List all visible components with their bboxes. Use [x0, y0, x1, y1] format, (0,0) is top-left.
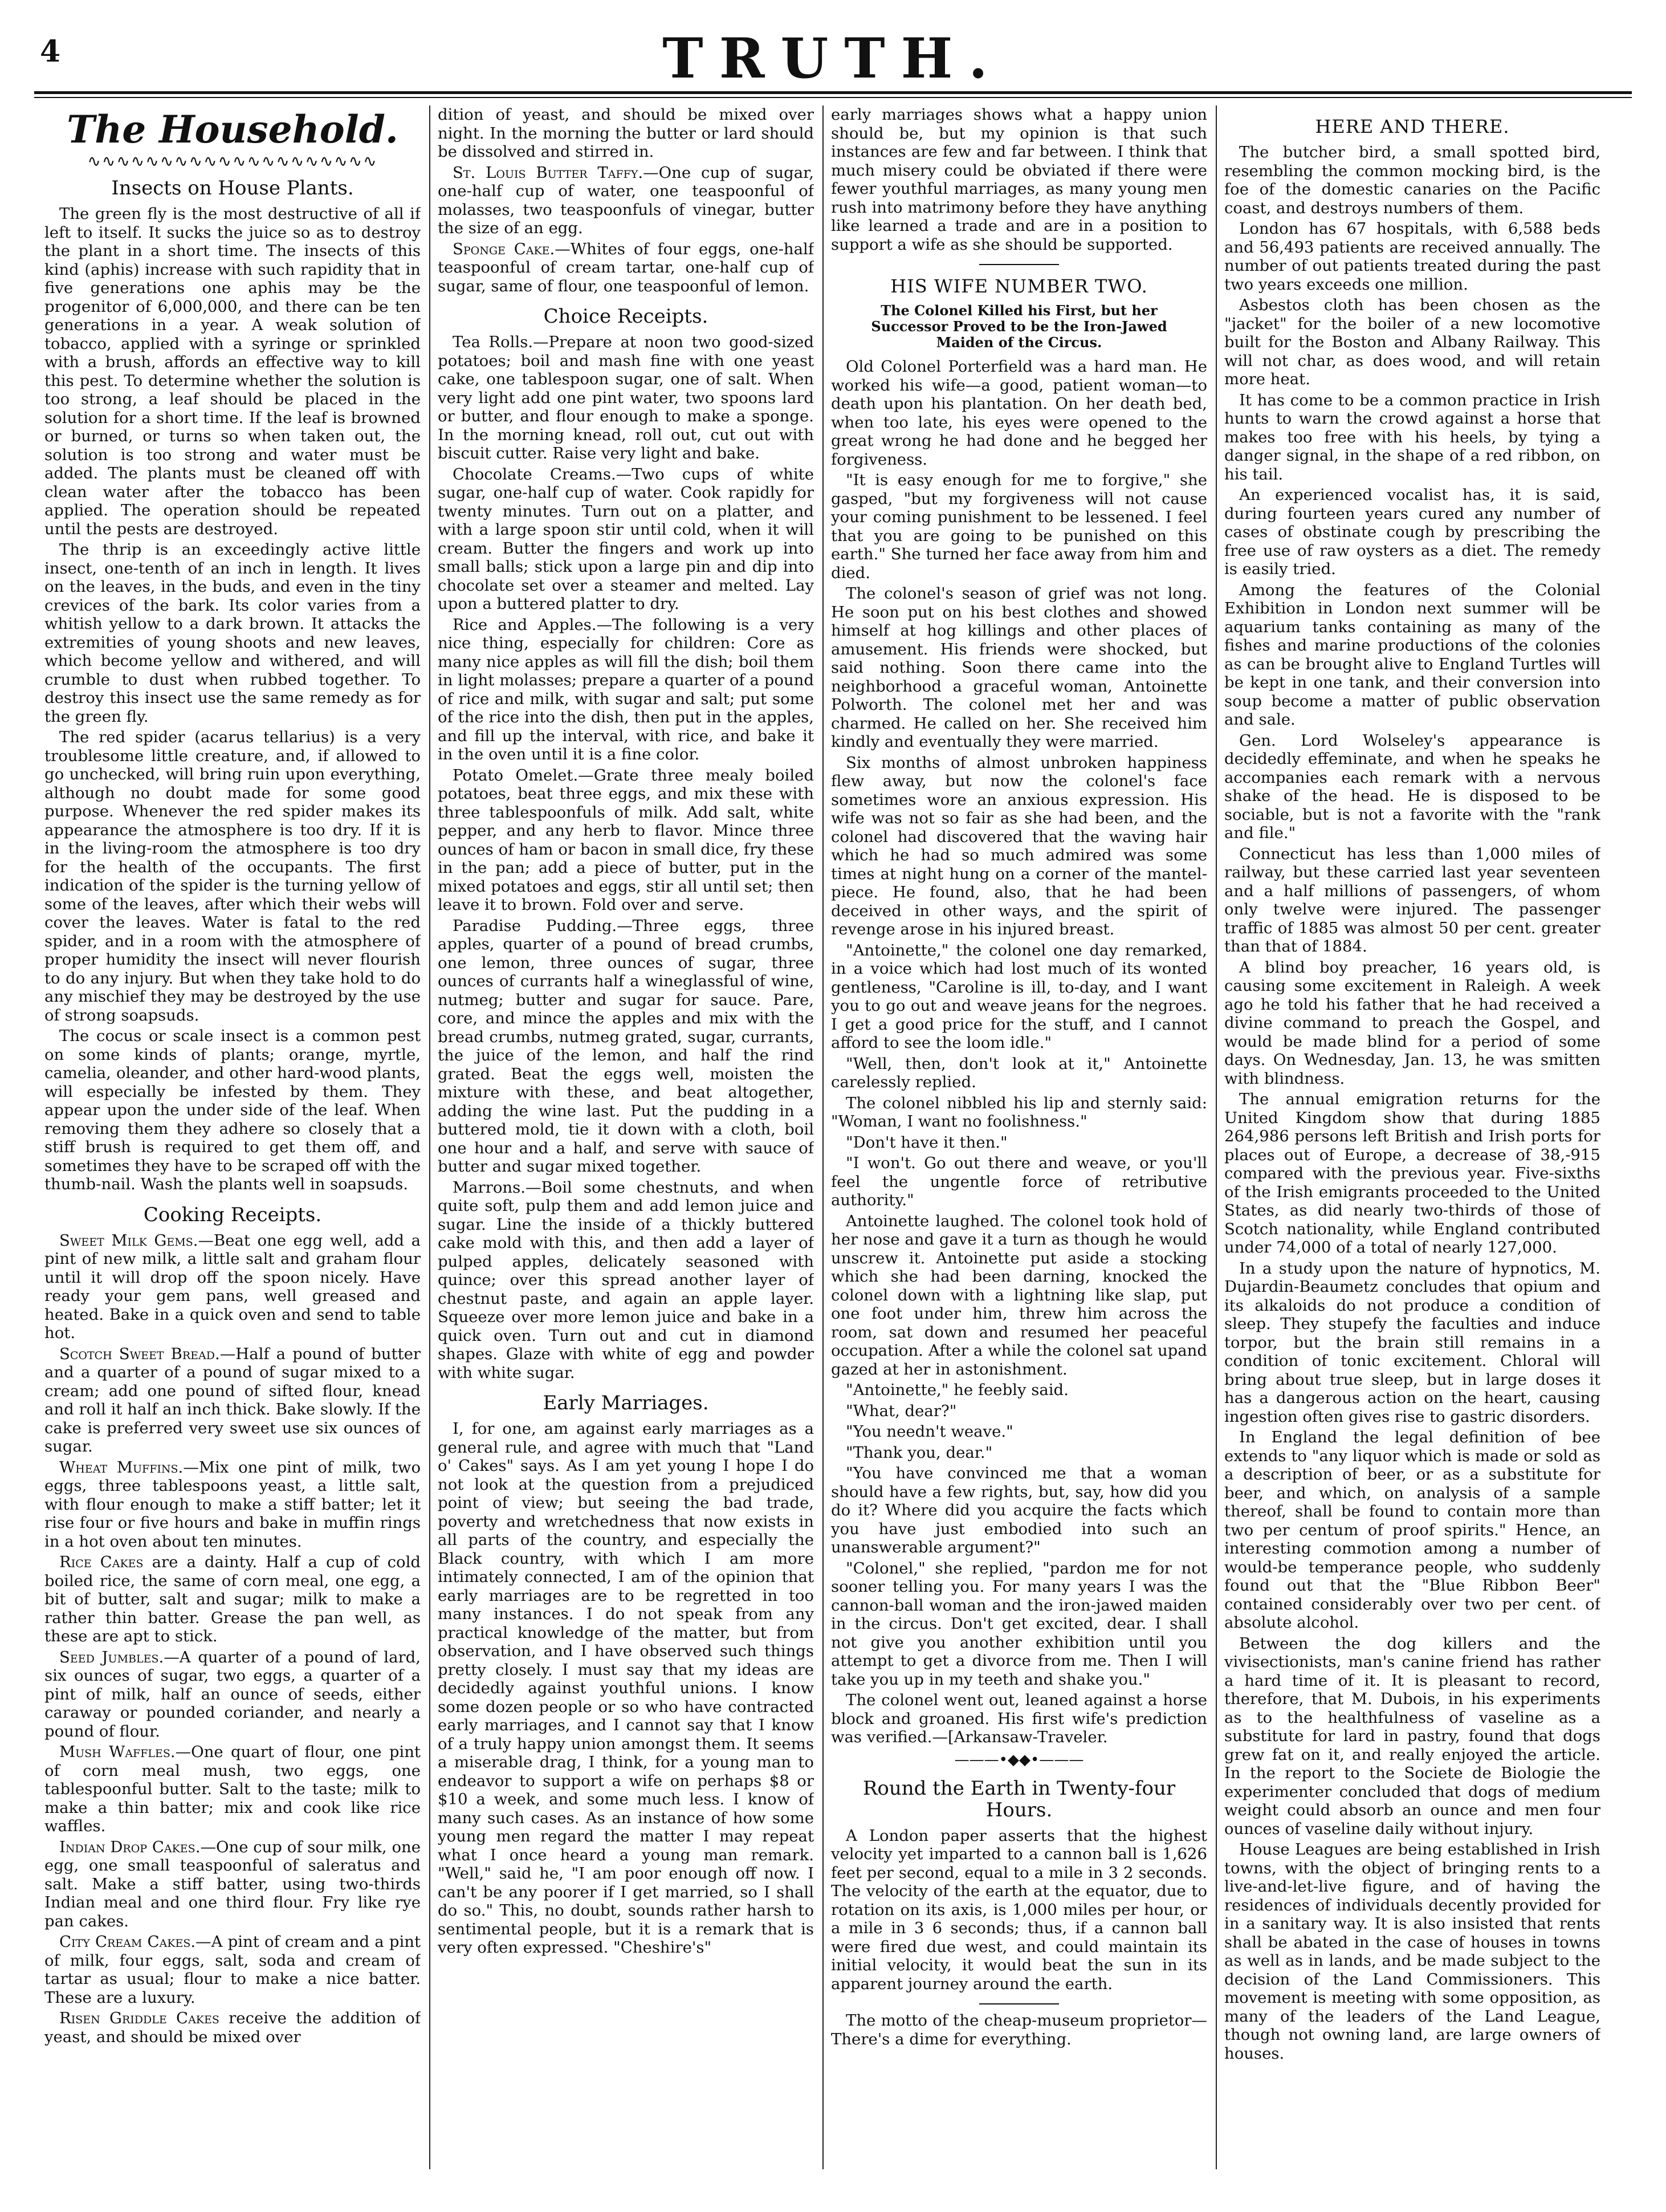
story-paragraph: "Don't have it then.": [846, 1133, 1008, 1152]
recipe-paragraph: [44, 1838, 421, 1931]
news-item: The annual emigration returns for the United Kingdom show that during 1885 264,986 persons left British and Irish ports for places out of Europe, a decrease of 38,-915 compared with the previous year. Five-sixths of the Irish emigrants proceeded to the United States, as did nearly two-thirds of those of Scotch nationality, while England contributed under 74,000 of a total of nearly 127,000.: [1224, 1090, 1600, 1257]
story-paragraph: Antoinette laughed. The colonel took hold of her nose and gave it a turn as though he would unscrew it. Antoinette put aside a stocking which she had been darning, knocked the colonel down with a lightning like slap, put one foot under him, threw him across the room, sat down and resumed her peaceful occupation. After a while the colonel sat upand gazed at her in astonishment.: [831, 1211, 1207, 1379]
article-paragraph: The red spider (acarus tellarius) is a very troublesome little creature, and, if allowed to go unchecked, will bring ruin upon everything, although no doubt made for some good purpose. Whenever the red spider makes its appearance the atmosphere is too dry. If it is in the living-room the atmosphere is too dry for the health of the occupants. The first indication of the spider is the turning yellow of some of the leaves, after which their webs will cover the leaves. Water is fatal to the red spider, and in a room with the atmosphere of proper humidity the insect will never flourish to do any injury. But when they take hold to do any mischief they may be destroyed by the use of strong soapsuds.: [44, 728, 421, 1024]
article-title-here-there: HERE AND THERE.: [1315, 116, 1510, 137]
column-divider: [429, 105, 430, 2169]
ornament-divider: ———•◆◆•———: [954, 1751, 1084, 1768]
article-deck: The Colonel Killed his First, but her Successor Proved to be the Iron-Jawed Maiden of the Circus.: [871, 302, 1167, 351]
recipe-text: —One cup of sugar, one-half cup of water, one teaspoonful of molasses, two teaspoonfuls of vinegar, butter the size of an egg.: [438, 163, 814, 237]
news-item: A blind boy preacher, 16 years old, is causing some excitement in Raleigh. A week ago he told his father that he had received a divine command to preach the Gospel, and would be made blind for a period of some days. On Wednesday, Jan. 13, he was smitten with blindness.: [1224, 958, 1600, 1088]
story-paragraph: The colonel's season of grief was not long. He soon put on his best clothes and showed himself at hog killings and other places of amusement. His friends were shocked, but said nothing. Soon there came into the neighborhood a graceful woman, Antoinette Polworth. The colonel met her and was charmed. He called on her. She received him kindly and eventually they were married.: [831, 584, 1207, 751]
news-item: An experienced vocalist has, it is said, during fourteen years cured any number of cases of obstinate cough by prescribing the free use of raw oysters as a diet. The remedy is easily tried.: [1224, 486, 1600, 578]
story-paragraph: "I won't. Go out there and weave, or you'll feel the ungentle force of retributive authority.": [831, 1154, 1207, 1209]
recipe-text: —One cup of sour milk, one egg, one small teaspoonful of saleratus and salt. Make a stiff batter, using two-thirds Indian meal and one third flour. Fry like rye pan cakes.: [44, 1837, 421, 1930]
article-title-round-earth: Round the Earth in Twenty-four Hours.: [862, 1776, 1176, 1821]
recipe-paragraph: Marrons.—Boil some chestnuts, and when quite soft, pulp them and add lemon juice and sugar. Line the inside of a thickly buttered cake mold with this, and then add a layer of pulped apples, delicately seasoned with quince; over this spread another layer of chestnut paste, and again an apple layer. Squeeze over more lemon juice and bake in a quick oven. Turn out and cut in diamond shapes. Glaze with white of egg and powder with white sugar.: [438, 1178, 814, 1382]
story-paragraph: "Thank you, dear.": [846, 1443, 993, 1462]
recipe-text: —A pint of cream and a pint of milk, four eggs, salt, soda and cream of tartar as usual; flour to make a nice batter. These are a luxury.: [44, 1933, 421, 2007]
article-paragraph: I, for one, am against early marriages as a general rule, and agree with much that "Land o' Cakes" says. As I am yet young I hope I do not look at the question from a prejudiced point of view; but seeing the bad trade, poverty and wretchedness that now exists in all parts of the country, and especially the Black country, with which I am more intimately connected, I am of the opinion that early marriages are to be regretted in too many instances. I do not speak from any practical knowledge of the matter, but from observation, and I have observed such things pretty closely. I must say that my ideas are decidedly against youthful unions. I know some dozen people or so who have contracted early marriages, and I cannot say that I know of a truly happy union amongst them. It seems a miserable drag, I think, for a young man to endeavor to support a wife on perhaps $8 or $10 a week, and some much less. I know of many such cases. As an instance of how some young men regard the matter I may repeat what I once heard a young man remark. "Well," said he, "I am poor enough off now. I can't be any poorer if I get married, so I shall do so." This, no doubt, sounds rather harsh to sentimental people, but it is a remark that is very often expressed. "Cheshire's": [438, 1420, 814, 1957]
column-household: [44, 105, 421, 2169]
recipe-paragraph: Paradise Pudding.—Three eggs, three apples, quarter of a pound of bread crumbs, one lemon, three ounces of sugar, three ounces of currants half a wineglassful of wine, nutmeg; butter and sugar for sauce. Pare, core, and mince the apples and mix with the bread crumbs, nutmeg grated, sugar, currants, the juice of the lemon, and half the rind grated. Beat the eggs well, moisten the mixture with these, and beat altogether, adding the wine last. Put the pudding in a buttered mold, tie it down with a cloth, boil one hour and a half, and serve with sauce of butter and sugar mixed together.: [438, 916, 814, 1176]
recipe-name: St. Louis Butter Taffy.: [453, 163, 643, 182]
story-paragraph: "You have convinced me that a woman should have a few rights, but, say, how did you do it? Where did you acquire the facts which you have just embodied into such an unanswerable argument?": [831, 1464, 1207, 1556]
news-item: In England the legal definition of bee extends to "any liquor which is made or sold as a description of beer, or as a substitute for beer, and which, on analysis of a sample thereof, shall be found to contain more than two per centum of proof spirits." Hence, an interesting commotion among a number of would-be temperance people, who suddenly found out that the "Blue Ribbon Beer" contained considerably over two per cent. of absolute alcohol.: [1224, 1428, 1600, 1632]
article-title-cooking: Cooking Receipts.: [143, 1203, 322, 1226]
column-receipts: [438, 105, 814, 2169]
recipe-paragraph: [438, 240, 814, 296]
recipe-name: Rice Cakes: [59, 1553, 144, 1571]
article-paragraph: A London paper asserts that the highest velocity yet imparted to a cannon ball is 1,626 feet per second, equal to a mile in 3 2 seconds. The velocity of the earth at the equator, due to rotation on its axis, is 1,000 miles per hour, or a mile in 3 6 seconds; thus, if a cannon ball were fired due west, and could maintain its initial velocity, it would beat the sun in its apparent journey around the earth.: [831, 1826, 1207, 1993]
story-paragraph: "It is easy enough for me to forgive," she gasped, "but my forgiveness will not cause your coming punishment to be lessened. I feel that you are going to be punished on this earth." She turned her face away from him and died.: [831, 471, 1207, 582]
story-paragraph: "What, dear?": [846, 1401, 957, 1420]
news-item: Gen. Lord Wolseley's appearance is decidedly effeminate, and when he speaks he accompanies each remark with a nervous shake of the head. He is disposed to be sociable, but is not a favorite with the "rank and file.": [1224, 731, 1600, 842]
recipe-text: —Half a pound of butter and a quarter of a pound of sugar mixed to a cream; add one pound of sifted flour, knead and roll it half an inch thick. Bake slowly. If the cake is preferred very sweet use six ounces of sugar.: [44, 1344, 421, 1455]
column-divider: [822, 105, 824, 2169]
divider-rule: [979, 264, 1059, 265]
article-paragraph: The motto of the cheap-museum proprietor—There's a dime for everything.: [831, 2011, 1207, 2048]
recipe-paragraph: [44, 1231, 421, 1343]
recipe-paragraph: Chocolate Creams.—Two cups of white sugar, one-half cup of water. Cook rapidly for twenty minutes. Turn out on a platter, and with a large spoon stir until cold, when it will cream. Butter the fingers and work up into small balls; stick upon a large pin and dip into chocolate set over a steamer and melted. Lay upon a buttered platter to dry.: [438, 465, 814, 613]
masthead-rule-thin: [34, 97, 1632, 98]
story-paragraph: "Antoinette," the colonel one day remarked, in a voice which had lost much of its wonted gentleness, "Caroline is ill, to-day, and I want you to go out and weave jeans for the negroes. I get a good price for the stuff, and I cannot afford to see the loom idle.": [831, 941, 1207, 1052]
news-item: Between the dog killers and the vivisectionists, man's canine friend has rather a hard time of it. It is pleasant to record, therefore, that M. Dubois, in his experiments as to the healthfulness of vaseline as a substitute for lard in pastry, found that dogs grew fat on it, and really enjoyed the article. In the report to the Societe de Biologie the experimenter concluded that dogs of medium weight could absorb an ounce and men four ounces of vaseline daily without injury.: [1224, 1634, 1600, 1838]
recipe-name: Scotch Sweet Bread.: [59, 1344, 220, 1363]
divider-rule: [979, 2003, 1059, 2004]
column-here-and-there: [1224, 105, 1600, 2169]
recipe-paragraph: [44, 1553, 421, 1646]
article-title-insects: Insects on House Plants.: [111, 177, 354, 200]
news-item: In a study upon the nature of hypnotics, M. Dujardin-Beaumetz concludes that opium and its alkaloids do not produce a condition of sleep. They stupefy the faculties and induce torpor, but the brain still remains in a condition of tonic excitement. Chloral will bring about true sleep, but in large doses it has a dangerous action on the heart, causing ingestion often gives rise to gastric disorders.: [1224, 1259, 1600, 1426]
story-paragraph: "Colonel," she replied, "pardon me for not sooner telling you. For many years I was the cannon-ball woman and the iron-jawed maiden in the circus. Don't get excited, dear. I shall not give you another exhibition until you attempt to get a divorce from me. Then I will take you up in my teeth and shake you.": [831, 1559, 1207, 1689]
continued-paragraph: early marriages shows what a happy union should be, but my opinion is that such instances are few and far between. I think that much misery could be obviated if there were fewer youthful marriages, as many young men rush into matrimony before they have anything like learned a trade and are in a position to support a wife as she should be supported.: [831, 105, 1207, 254]
news-item: The butcher bird, a small spotted bird, resembling the common mocking bird, is the foe of the domestic canaries on the Pacific coast, and destroys numbers of them.: [1224, 143, 1600, 217]
story-paragraph: "You needn't weave.": [846, 1422, 1013, 1441]
recipe-name: Mush Waffles.: [59, 1743, 176, 1761]
news-item: Among the features of the Colonial Exhibition in London next summer will be aquarium tanks containing as many of the fishes and marine productions of the colonies as can be brought alive to England Turtles will be kept in one tank, and their conversion into soup become a matter of public observation and sale.: [1224, 580, 1600, 729]
recipe-name: Indian Drop Cakes.: [59, 1837, 201, 1856]
story-paragraph: Old Colonel Porterfield was a hard man. He worked his wife—a good, patient woman—to death upon his plantation. On her death bed, when too late, his eyes were opened to the great wrong he had done and he begged her forgiveness.: [831, 357, 1207, 469]
recipe-name: Seed Jumbles.: [59, 1648, 164, 1666]
story-paragraph: The colonel nibbled his lip and sternly said: "Woman, I want no foolishness.": [831, 1093, 1207, 1131]
story-paragraph: The colonel went out, leaned against a horse block and groaned. His first wife's prediction was verified.—[Arkansaw-Traveler.: [831, 1691, 1207, 1746]
recipe-paragraph: Potato Omelet.—Grate three mealy boiled potatoes, beat three eggs, and mix these with three tablespoonfuls of milk. Add salt, white pepper, and any herb to flavor. Mince three ounces of ham or bacon in small dice, fry these in the pan; add a piece of butter, put in the mixed potatoes and eggs, stir all until set; then leave it to brown. Fold over and serve.: [438, 766, 814, 914]
recipe-paragraph: [44, 1743, 421, 1836]
story-paragraph: "Well, then, don't look at it," Antoinette carelessly replied.: [831, 1054, 1207, 1091]
masthead-rule-thick: [34, 91, 1632, 94]
recipe-paragraph: [44, 1933, 421, 2007]
continued-paragraph: dition of yeast, and should be mixed over night. In the morning the butter or lard should be dissolved and stirred in.: [438, 105, 814, 161]
wavy-rule: ∿∿∿∿∿∿∿∿∿∿∿∿∿∿∿∿∿∿∿∿: [87, 152, 378, 170]
column-divider: [1216, 105, 1217, 2169]
section-title-household: The Household.: [67, 107, 398, 152]
recipe-paragraph: Rice and Apples.—The following is a very nice thing, especially for children: Core as many nice apples as will fill the dish; boil them in light molasses; prepare a quarter of a pound of rice and milk, with sugar and salt; put some of the rice into the dish, then put in the apples, and fill up the interval, with rice, and bake it in the oven until it is a fine color.: [438, 615, 814, 763]
recipe-text: —Whites of four eggs, one-half teaspoonful of cream tartar, one-half cup of sugar, same of flour, one teaspoonful of lemon.: [438, 239, 814, 295]
recipe-paragraph: [44, 1648, 421, 1741]
recipe-name: Wheat Muffins.: [59, 1458, 184, 1477]
story-paragraph: "Antoinette," he feebly said.: [846, 1381, 1069, 1399]
article-paragraph: The green fly is the most destructive of all if left to itself. It sucks the juice so as to destroy the plant in a short time. The insects of this kind (aphis) increase with such rapidity that in five generations one aphis may be the progenitor of 6,000,000, and there can be ten generations in a year. A weak solution of tobacco, applied with a syringe or sprinkled with a brush, affords an effective way to kill this pest. To determine whether the solution is too strong, a leaf should be placed in the solution for a short time. If the leaf is browned or burned, or turns so when taken out, the solution is too strong and water must be added. The plants must be cleaned off with clean water after the tobacco has been applied. The operation should be repeated until the pests are destroyed.: [44, 205, 421, 538]
recipe-paragraph: [438, 164, 814, 238]
page-number: 4: [40, 34, 61, 69]
recipe-name: Sponge Cake.: [453, 239, 555, 258]
newspaper-title: TRUTH.: [662, 26, 1004, 91]
article-title-choice: Choice Receipts.: [543, 305, 708, 328]
recipe-paragraph: [44, 1345, 421, 1456]
recipe-paragraph: [44, 2009, 421, 2046]
recipe-name: Sweet Milk Gems.: [59, 1231, 198, 1250]
recipe-text: are a dainty. Half a cup of cold boiled rice, the same of corn meal, one egg, a bit of butter, salt and sugar; milk to make a rather thin batter. Grease the pan well, as these are apt to stick.: [44, 1553, 421, 1645]
recipe-text: receive the addition of yeast, and should be mixed over: [44, 2009, 421, 2046]
recipe-text: —Mix one pint of milk, two eggs, three tablespoons yeast, a little salt, with flour enough to make a stiff batter; let it rise four or five hours and bake in muffin rings in a hot oven about ten minutes.: [44, 1458, 421, 1551]
article-title-wife: HIS WIFE NUMBER TWO.: [890, 275, 1148, 297]
recipe-name: City Cream Cakes.: [59, 1933, 196, 1951]
recipe-text: —Beat one egg well, add a pint of new milk, a little salt and graham flour until it will drop off the spoon nicely. Have ready your gem pans, well greased and heated. Bake in a quick oven and send to table hot.: [44, 1231, 421, 1342]
recipe-text: —One quart of flour, one pint of corn meal mush, two eggs, one tablespoonful butter. Salt to the taste; milk to make a thin batter; mix and cook like rice waffles.: [44, 1743, 421, 1835]
news-item: House Leagues are being established in Irish towns, with the object of bringing rents to a live-and-let-live figure, and of having the residences of individuals decently provided for in a sanitary way. It is also insisted that rents shall be abated in the case of houses in towns as well as in lands, and be made subject to the decision of the Land Commissioners. This movement is meeting with some opposition, as many of the leaders of the Land League, though not owning land, are large owners of houses.: [1224, 1840, 1600, 2063]
masthead: [34, 23, 1632, 97]
article-paragraph: The thrip is an exceedingly active little insect, one-tenth of an inch in length. It lives on the leaves, in the buds, and even in the tiny crevices of the bark. Its color varies from a whitish yellow to a dark brown. It attacks the extremities of young shoots and new leaves, which become yellow and withered, and will crumble to dust when rubbed together. To destroy this insect use the same remedy as for the green fly.: [44, 540, 421, 726]
recipe-paragraph: Tea Rolls.—Prepare at noon two good-sized potatoes; boil and mash fine with one yeast cake, one tablespoon sugar, one of salt. When very light add one pint water, two spoons lard or butter, and flour enough to make a sponge. In the morning knead, roll out, cut out with biscuit cutter. Raise very light and bake.: [438, 333, 814, 462]
article-title-early-marriages: Early Marriages.: [543, 1392, 709, 1414]
news-item: It has come to be a common practice in Irish hunts to warn the crowd against a horse that makes too free with his heels, by tying a danger signal, in the shape of a red ribbon, on his tail.: [1224, 391, 1600, 483]
recipe-text: —A quarter of a pound of lard, six ounces of sugar, two eggs, a quarter of a pint of milk, half an ounce of seeds, either caraway or pounded coriander, and nearly a pound of flour.: [44, 1648, 421, 1741]
column-wife-number-two: [831, 105, 1207, 2169]
story-paragraph: Six months of almost unbroken happiness flew away, but now the colonel's face sometimes wore an anxious expression. His wife was not so fair as she had been, and the colonel had discovered that the waving hair which he had so much admired was some times at night hung on a corner of the mantel-piece. He found, also, that he had been deceived in other ways, and the spirit of revenge arose in his injured breast.: [831, 753, 1207, 938]
article-paragraph: The cocus or scale insect is a common pest on some kinds of plants; orange, myrtle, camelia, oleander, and other hard-wood plants, will especially be infested by them. They appear upon the under side of the leaf. When removing them they adhere so closely that a stiff brush is required to get them off, and sometimes they have to be scraped off with the thumb-nail. Wash the plants well in soapsuds.: [44, 1027, 421, 1193]
news-item: Asbestos cloth has been chosen as the "jacket" for the boiler of a new locomotive built for the Boston and Albany Railway. This will not char, as does wood, and will retain more heat.: [1224, 296, 1600, 388]
news-item: Connecticut has less than 1,000 miles of railway, but these carried last year seventeen and a half millions of passengers, of whom only twelve were injured. The passenger traffic of 1885 was almost 50 per cent. greater than that of 1884.: [1224, 844, 1600, 955]
news-item: London has 67 hospitals, with 6,588 beds and 56,493 patients are received annually. The number of out patients treated during the past two years exceeds one million.: [1224, 219, 1600, 294]
recipe-name: Risen Griddle Cakes: [59, 2009, 219, 2027]
recipe-paragraph: [44, 1458, 421, 1551]
